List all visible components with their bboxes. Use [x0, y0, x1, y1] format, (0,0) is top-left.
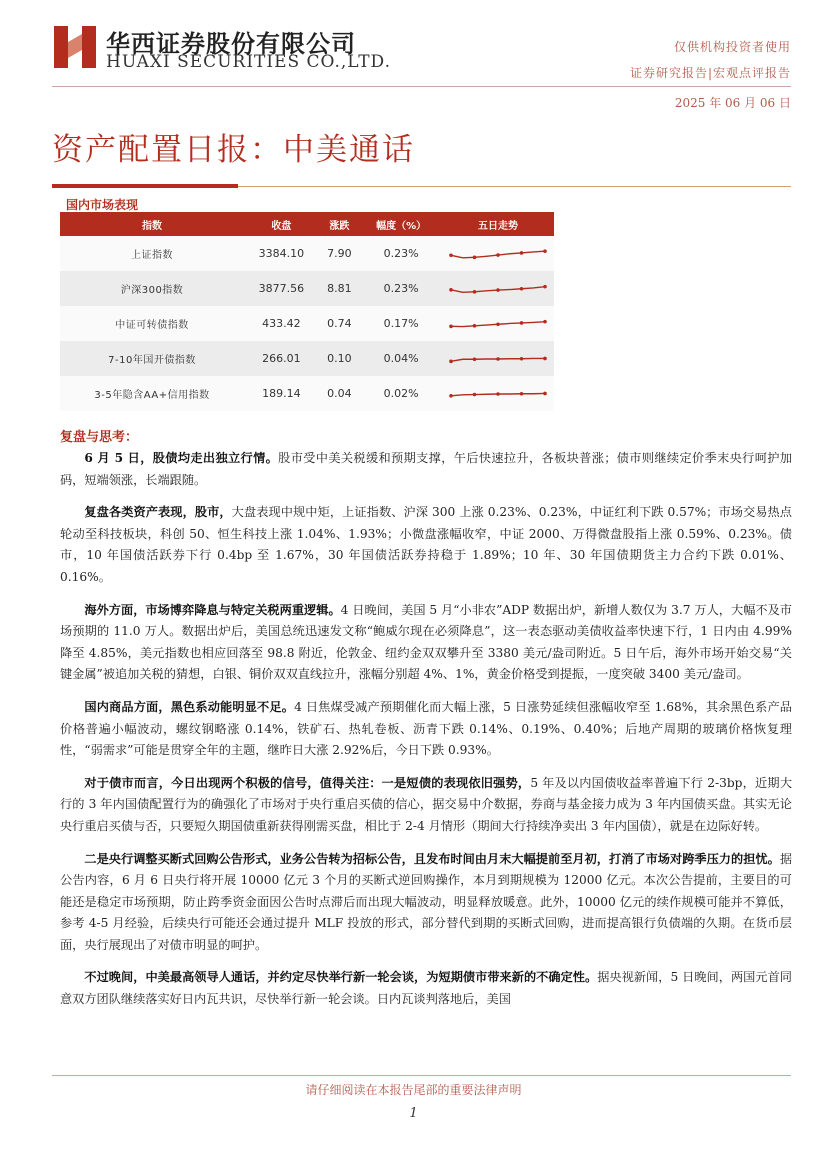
five-day-trend-sparkline [442, 236, 554, 271]
paragraph [60, 697, 792, 762]
sparkline-point [520, 391, 524, 395]
paragraph-lead: 国内商品方面，黑色系动能明显不足。 [84, 699, 295, 714]
sparkline-point [473, 392, 477, 396]
paragraph-text: 股市受中美关税缓和预期支撑，午后快速拉升，各板块普涨；债市则继续定价季末央行呵护加码，短端领涨，长端跟随。 [60, 451, 792, 487]
paragraph-text: 大盘表现中规中矩，上证指数、沪深 300 上涨 0.23%、0.23%，中证红利下跌 0.57%；市场交易热点轮动至科技板块，科创 50、恒生科技上涨 1.04%、1.93%；小微盘涨幅收窄，中证 2000、万得微盘股指上涨 0.59%、0.23%。债市，10 年国债活跃券下行 0.4bp 至 1.67%，30 年国债活跃券持稳于 1.89%；10 年、30 年国债期货主力合约下跌 0.01%、0.16%。 [60, 505, 792, 584]
report-date: 2025 年 06 月 06 日 [674, 96, 791, 110]
index-name: 中证可转债指数 [60, 306, 244, 341]
sparkline-svg [448, 312, 548, 336]
paragraph-lead: 海外方面，市场博弈降息与特定关税两重逻辑。 [84, 602, 341, 617]
change-value: 0.10 [319, 341, 361, 376]
sparkline-point [449, 287, 453, 291]
column-header: 涨跌 [319, 212, 361, 236]
pct-value: 0.04% [360, 341, 442, 376]
title-underline-rule [238, 186, 791, 187]
index-name: 沪深300指数 [60, 271, 244, 306]
review-heading: 复盘与思考： [60, 430, 139, 445]
five-day-trend-sparkline [442, 341, 554, 376]
sparkline-svg [448, 277, 548, 301]
five-day-trend-sparkline [442, 271, 554, 306]
sparkline-point [496, 392, 500, 396]
table-row [60, 271, 554, 306]
close-value: 266.01 [244, 341, 319, 376]
column-header: 指数 [60, 212, 244, 236]
market-performance-table [60, 212, 554, 411]
paragraph [60, 502, 792, 588]
sparkline-point [520, 321, 524, 325]
report-title: 资产配置日报：中美通话 [52, 132, 415, 168]
pct-value: 0.23% [360, 271, 442, 306]
close-value: 189.14 [244, 376, 319, 411]
sparkline-point [449, 359, 453, 363]
paragraph-lead: 对于债市而言，今日出现两个积极的信号，值得关注：一是短债的表现依旧强势， [84, 775, 531, 790]
report-type: 证券研究报告|宏观点评报告 [629, 66, 791, 80]
close-value: 3877.56 [244, 271, 319, 306]
sparkline-point [520, 356, 524, 360]
institutional-notice: 仅供机构投资者使用 [673, 40, 791, 54]
sparkline-svg [448, 347, 548, 371]
change-value: 8.81 [319, 271, 361, 306]
paragraph [60, 967, 792, 1010]
page-number: 1 [409, 1106, 418, 1121]
table-header-row [60, 212, 554, 236]
pct-value: 0.02% [360, 376, 442, 411]
header-divider [52, 86, 791, 87]
paragraph [60, 849, 792, 957]
paragraph-text: 据央视新闻，5 日晚间，两国元首同意双方团队继续落实好日内瓦共识，尽快举行新一轮会谈。日内瓦谈判落地后，美国 [60, 970, 792, 1007]
sparkline-point [520, 286, 524, 290]
paragraph [60, 448, 792, 491]
pct-value: 0.17% [360, 306, 442, 341]
five-day-trend-sparkline [442, 306, 554, 341]
title-underline-accent [52, 184, 238, 188]
close-value: 433.42 [244, 306, 319, 341]
change-value: 7.90 [319, 236, 361, 271]
sparkline-point [473, 255, 477, 259]
footer-divider [52, 1075, 791, 1076]
column-header: 幅度（%） [360, 212, 442, 236]
table-row [60, 341, 554, 376]
sparkline-point [496, 288, 500, 292]
company-name-cn: 华西证券股份有限公司 [106, 29, 356, 58]
legal-disclaimer-notice: 请仔细阅读在本报告尾部的重要法律声明 [305, 1083, 522, 1097]
column-header: 收盘 [244, 212, 319, 236]
sparkline-point [543, 249, 547, 253]
change-value: 0.74 [319, 306, 361, 341]
sparkline-point [543, 319, 547, 323]
sparkline-point [496, 253, 500, 257]
report-body [60, 448, 792, 1022]
sparkline-point [473, 290, 477, 294]
sparkline-point [449, 253, 453, 257]
table-row [60, 306, 554, 341]
paragraph-lead: 复盘各类资产表现，股市， [84, 505, 232, 520]
sparkline-point [449, 324, 453, 328]
index-name: 3-5年隐含AA+信用指数 [60, 376, 244, 411]
paragraph-lead: 6 月 5 日，股债均走出独立行情。 [84, 451, 279, 465]
sparkline-point [473, 357, 477, 361]
paragraph-lead: 不过晚间，中美最高领导人通话，并约定尽快举行新一轮会谈，为短期债市带来新的不确定性。 [84, 970, 598, 985]
sparkline-point [543, 391, 547, 395]
sparkline-point [473, 324, 477, 328]
change-value: 0.04 [319, 376, 361, 411]
sparkline-point [496, 322, 500, 326]
sparkline-point [449, 394, 453, 398]
index-name: 上证指数 [60, 236, 244, 271]
sparkline-point [543, 284, 547, 288]
index-name: 7-10年国开债指数 [60, 341, 244, 376]
paragraph-lead: 二是央行调整买断式回购公告形式，业务公告转为招标公告，且发布时间由月末大幅提前至月初，打消了市场对跨季压力的担忧。 [84, 851, 780, 866]
table-row [60, 376, 554, 411]
table-row [60, 236, 554, 271]
paragraph-text: 4 日焦煤受减产预期催化而大幅上涨，5 日涨势延续但涨幅收窄至 1.68%，其余黑色系产品价格普遍小幅波动，螺纹钢略涨 0.14%，铁矿石、热轧卷板、沥青下跌 0.14%、0.19%、0.40%；后地产周期的玻璃价格恢复理性，“弱需求”可能是贯穿全年的主题，继昨日大涨 2.92%后，今日下跌 0.93%。 [60, 699, 792, 758]
paragraph [60, 600, 792, 686]
close-value: 3384.10 [244, 236, 319, 271]
market-table-heading: 国内市场表现 [66, 198, 139, 212]
sparkline-point [543, 356, 547, 360]
column-header: 五日走势 [442, 212, 554, 236]
pct-value: 0.23% [360, 236, 442, 271]
five-day-trend-sparkline [442, 376, 554, 411]
paragraph-text: 5 年及以内国债收益率普遍下行 2-3bp，近期大行的 3 年内国债配置行为的确强化了市场对于央行重启买债的信心，据交易中介数据，券商与基金接力成为 3 年内国债买盘。其实无论央行重启买债与否，只要短久期国债重新获得刚需买盘，相比于 2-4 月情形（期间大行持续净卖出 3 年内国债），就是在边际好转。 [60, 775, 793, 833]
huaxi-logo-icon [52, 24, 98, 70]
sparkline-svg [448, 382, 548, 406]
sparkline-point [520, 251, 524, 255]
paragraph-text: 据公告内容，6 月 6 日央行将开展 10000 亿元 3 个月的买断式逆回购操作，本月到期规模为 12000 亿元。本次公告提前，主要目的可能还是稳定市场预期，防止跨季资金面因公告时点滞后而出现大幅波动，明显释放暖意。此外，10000 亿元的续作规模可能并不算低，参考 4-5 月经验，后续央行可能还会通过提升 MLF 投放的形式，部分替代到期的买断式回购，进而提高银行负债端的久期。在货币层面，央行展现出了对债市明显的呵护。 [60, 851, 792, 952]
sparkline-point [496, 357, 500, 361]
sparkline-svg [448, 242, 548, 266]
paragraph [60, 773, 792, 838]
paragraph-text: 4 日晚间，美国 5 月“小非农”ADP 数据出炉，新增人数仅为 3.7 万人，大幅不及市场预期的 11.0 万人。数据出炉后，美国总统迅速发文称“鲍威尔现在必须降息”，这一表态驱动美债收益率快速下行，1 日内由 4.99%降至 4.85%，美元指数也相应回落至 98.8 附近，伦敦金、纽约金双双攀升至 3380 美元/盎司附近。5 日午后，海外市场开始交易“关键金属”被追加关税的猜想，白银、铜价双双直线拉升，涨幅分别超 4%、1%，黄金价格受到提振，一度突破 3400 美元/盎司。 [60, 602, 792, 682]
company-name-en: HUAXI SECURITIES CO.,LTD. [106, 52, 391, 72]
